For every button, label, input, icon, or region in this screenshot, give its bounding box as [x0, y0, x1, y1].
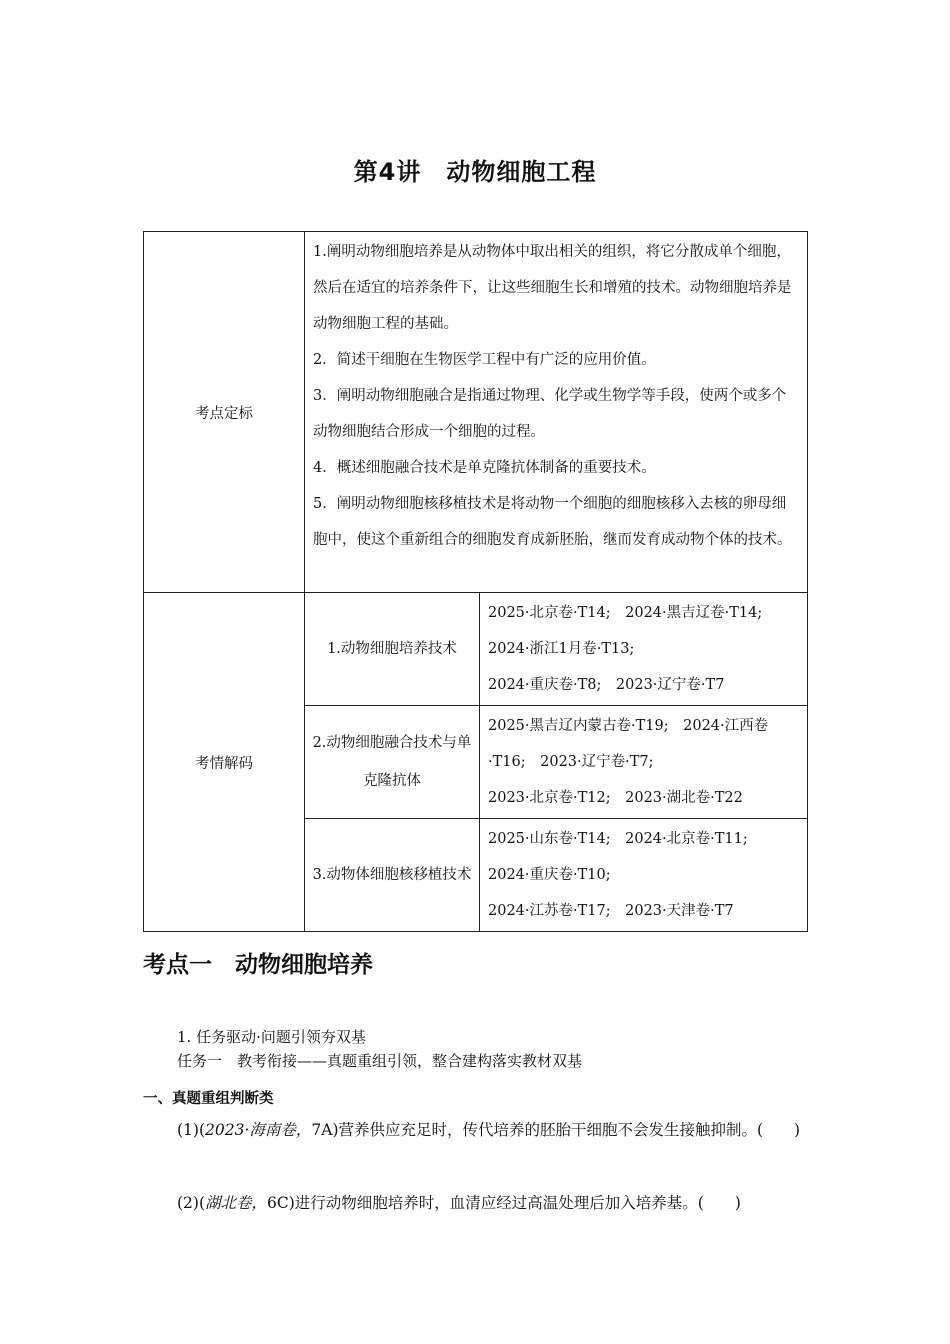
ref-line: 2024·重庆卷·T8; 2023·辽宁卷·T7	[488, 677, 725, 693]
question-number: (2)(	[177, 1194, 206, 1212]
goals-content	[305, 232, 808, 593]
topic-row	[144, 593, 808, 706]
topic-refs	[480, 593, 808, 706]
question-source: 湖北卷，	[205, 1194, 268, 1212]
topic-refs	[480, 706, 808, 819]
goals-label: 考点定标	[144, 232, 305, 593]
subsection-heading: 一、真题重组判断类	[143, 1091, 274, 1107]
task-line-2: 任务一 教考衔接——真题重组引领，整合建构落实教材双基	[177, 1052, 583, 1070]
goal-item: 3．阐明动物细胞融合是指通过物理、化学或生物学等手段，使两个或多个动物细胞结合形成一个细胞的过程。	[313, 388, 787, 440]
ref-line: 2025·北京卷·T14; 2024·黑吉辽卷·T14;	[488, 605, 763, 621]
topic-name: 2.动物细胞融合技术与单克隆抗体	[305, 706, 480, 819]
ref-line: 2024·浙江1月卷·T13;	[488, 641, 635, 657]
topic-refs	[480, 819, 808, 932]
goal-item: 4．概述细胞融合技术是单克隆抗体制备的重要技术。	[313, 460, 656, 476]
question-text: 6C)进行动物细胞培养时，血清应经过高温处理后加入培养基。( )	[267, 1194, 741, 1212]
question-2	[143, 1186, 807, 1220]
goals-row	[144, 232, 808, 593]
question-text: 7A)营养供应充足时，传代培养的胚胎干细胞不会发生接触抑制。( )	[311, 1121, 801, 1139]
ref-line: 2025·山东卷·T14; 2024·北京卷·T11;	[488, 831, 748, 847]
goal-item: 2．简述干细胞在生物医学工程中有广泛的应用价值。	[313, 352, 656, 368]
question-source: 2023·海南卷，	[205, 1121, 312, 1139]
goal-item: 5．阐明动物细胞核移植技术是将动物一个细胞的细胞核移入去核的卵母细胞中，使这个重新组合的细胞发育成新胚胎，继而发育成动物个体的技术。	[313, 496, 792, 548]
exam-outline-table	[143, 231, 808, 932]
question-1	[143, 1113, 807, 1147]
ref-line: 2023·北京卷·T12; 2023·湖北卷·T22	[488, 790, 743, 806]
task-line-1: 1. 任务驱动·问题引领夯双基	[177, 1028, 366, 1046]
question-number: (1)(	[177, 1121, 206, 1139]
ref-line: 2024·重庆卷·T10;	[488, 867, 611, 883]
topic-name: 1.动物细胞培养技术	[305, 593, 480, 706]
section-heading: 考点一 动物细胞培养	[143, 952, 373, 978]
decode-label: 考情解码	[144, 593, 305, 932]
ref-line: 2025·黑吉辽内蒙古卷·T19; 2024·江西卷·T16; 2023·辽宁卷·T7;	[488, 718, 769, 770]
ref-line: 2024·江苏卷·T17; 2023·天津卷·T7	[488, 903, 734, 919]
goal-item: 1.阐明动物细胞培养是从动物体中取出相关的组织，将它分散成单个细胞，然后在适宜的培养条件下，让这些细胞生长和增殖的技术。动物细胞培养是动物细胞工程的基础。	[313, 244, 792, 332]
topic-name: 3.动物体细胞核移植技术	[305, 819, 480, 932]
page-title: 第4讲 动物细胞工程	[353, 158, 597, 186]
